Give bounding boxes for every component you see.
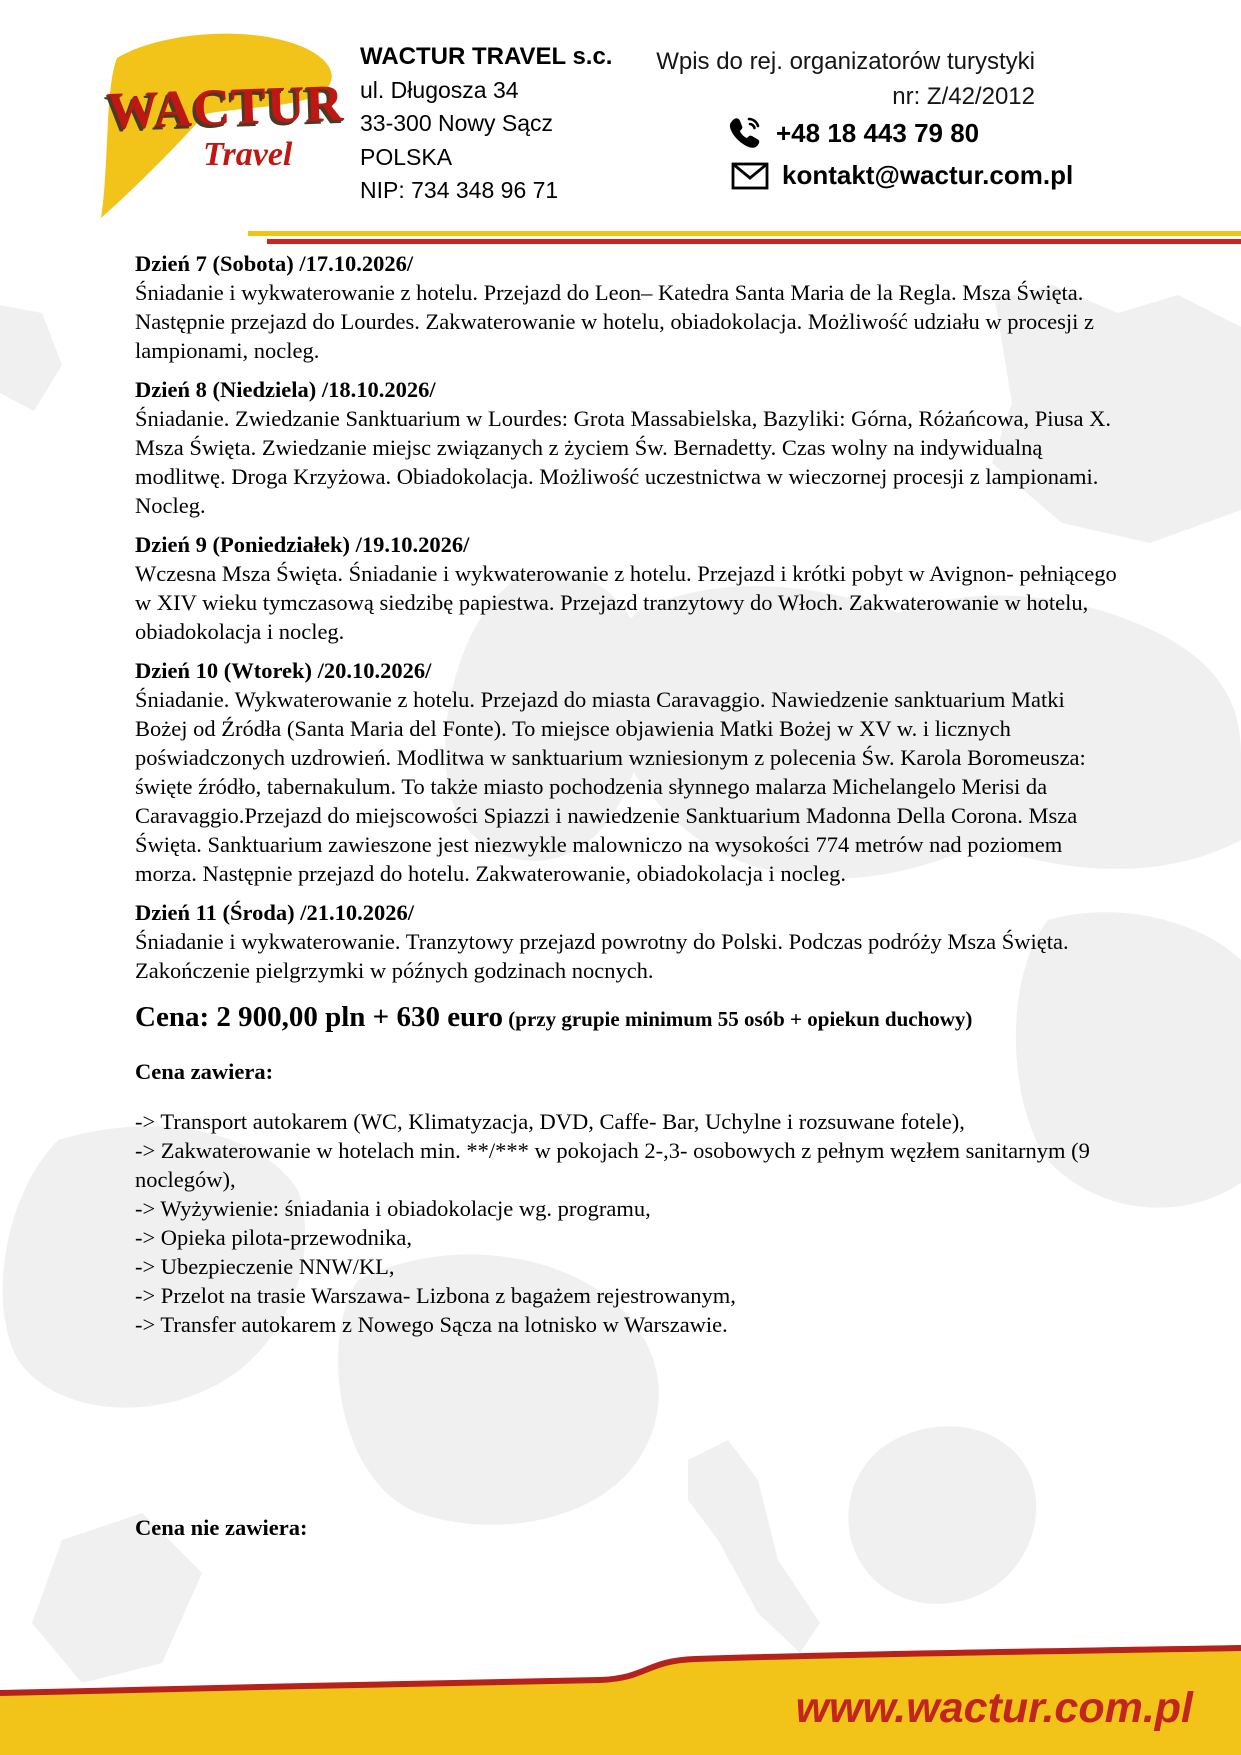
company-name: WACTUR TRAVEL s.c. xyxy=(360,43,613,70)
day-11-description: Śniadanie i wykwaterowanie. Tranzytowy przejazd powrotny do Polski. Podczas podróży Msza Święta. Zakończenie pielgrzymki w późnych godzinach nocnych. xyxy=(135,929,1069,983)
price-includes-heading: Cena zawiera: xyxy=(135,1059,274,1084)
company-country: POLSKA xyxy=(360,143,453,170)
email-address: kontakt@wactur.com.pl xyxy=(782,160,1074,190)
price-includes-item-5: -> Ubezpieczenie NNW/KL, xyxy=(135,1254,395,1279)
price-includes-item-2: -> Zakwaterowanie w hotelach min. **/*** w pokojach 2-,3- osobowych z pełnym węzłem sanitarnym (9 noclegów), xyxy=(135,1138,1090,1192)
registry-line1: Wpis do rej. organizatorów turystyki xyxy=(656,48,1035,75)
day-8-heading: Dzień 8 (Niedziela) /18.10.2026/ xyxy=(135,377,436,402)
company-nip: NIP: 734 348 96 71 xyxy=(360,177,559,203)
footer-website: www.wactur.com.pl xyxy=(795,1684,1193,1732)
company-address-block xyxy=(360,40,612,208)
itinerary-day-10 xyxy=(135,656,1120,888)
footer-band xyxy=(0,1615,1241,1755)
company-street: ul. Długosza 34 xyxy=(360,76,519,103)
day-8-description: Śniadanie. Zwiedzanie Sanktuarium w Lourdes: Grota Massabielska, Bazyliki: Górna, Różańcowa, Piusa X. Msza Święta. Zwiedzanie miejsc związanych z życiem Św. Bernadetty. Czas wolny na indywidualną modlitwę. Droga Krzyżowa. Obiadokolacja. Możliwość uczestnictwa w wieczornej procesji z lampionami. Nocleg. xyxy=(135,406,1112,518)
letterhead xyxy=(0,0,1241,248)
itinerary-day-9 xyxy=(135,530,1120,646)
price-includes-item-6: -> Przelot na trasie Warszawa- Lizbona z bagażem rejestrowanym, xyxy=(135,1283,736,1308)
company-city: 33-300 Nowy Sącz xyxy=(360,110,554,136)
price-note: (przy grupie minimum 55 osób + opiekun duchowy) xyxy=(508,1007,973,1031)
itinerary-day-8 xyxy=(135,375,1120,520)
price-includes-item-4: -> Opieka pilota-przewodnika, xyxy=(135,1225,412,1250)
day-7-heading: Dzień 7 (Sobota) /17.10.2026/ xyxy=(135,251,414,276)
wactur-logo xyxy=(85,26,355,221)
price-includes-item-3: -> Wyżywienie: śniadania i obiadokolacje wg. programu, xyxy=(135,1196,651,1221)
day-9-heading: Dzień 9 (Poniedziałek) /19.10.2026/ xyxy=(135,532,470,557)
email-row xyxy=(731,160,1073,191)
price-excludes-heading: Cena nie zawiera: xyxy=(135,1515,308,1540)
itinerary-content xyxy=(135,249,1120,1542)
header-divider-yellow xyxy=(248,231,1241,236)
day-11-heading: Dzień 11 (Środa) /21.10.2026/ xyxy=(135,900,414,925)
price-includes-item-7: -> Transfer autokarem z Nowego Sącza na lotnisko w Warszawie. xyxy=(135,1312,728,1337)
itinerary-day-7 xyxy=(135,249,1120,365)
registry-line2: nr: Z/42/2012 xyxy=(892,83,1035,110)
price-includes-item-1: -> Transport autokarem (WC, Klimatyzacja, DVD, Caffe- Bar, Uchylne i rozsuwane fotele), xyxy=(135,1109,965,1134)
price-line xyxy=(135,999,1120,1038)
phone-icon xyxy=(727,116,763,150)
phone-number: +48 18 443 79 80 xyxy=(776,117,980,148)
logo-sub-text: Travel xyxy=(203,136,293,173)
day-7-description: Śniadanie i wykwaterowanie z hotelu. Przejazd do Leon– Katedra Santa Maria de la Regla. Msza Święta. Następnie przejazd do Lourdes. Zakwaterowanie w hotelu, obiadokolacja. Możliwość udziału w procesji z lampionami, nocleg. xyxy=(135,280,1095,363)
logo-brand-text: WACTUR xyxy=(106,74,346,141)
phone-row xyxy=(727,116,979,150)
day-10-description: Śniadanie. Wykwaterowanie z hotelu. Przejazd do miasta Caravaggio. Nawiedzenie sanktuarium Matki Bożej od Źródła (Santa Maria del Fonte). To miejsce objawienia Matki Bożej w XV w. i licznych poświadczonych uzdrowień. Modlitwa w sanktuarium wzniesionym z polecenia Św. Karola Boromeusza: święte źródło, tabernakulum. To także miasto pochodzenia słynnego malarza Michelangelo Merisi da Caravaggio.Przejazd do miejscowości Spiazzi i nawiedzenie Sanktuarium Madonna Della Corona. Msza Święta. Sanktuarium zawieszone jest niezwykle malowniczo na wysokości 774 metrów nad poziomem morza. Następnie przejazd do hotelu. Zakwaterowanie, obiadokolacja i nocleg. xyxy=(135,687,1086,886)
tourism-registry-block xyxy=(656,44,1035,114)
itinerary-day-11 xyxy=(135,898,1120,985)
day-9-description: Wczesna Msza Święta. Śniadanie i wykwaterowanie z hotelu. Przejazd i krótki pobyt w Avignon- pełniącego w XIV wieku tymczasową siedzibę papiestwa. Przejazd tranzytowy do Włoch. Zakwaterowanie w hotelu, obiadokolacja i nocleg. xyxy=(135,561,1117,644)
header-divider-red xyxy=(267,239,1241,244)
day-10-heading: Dzień 10 (Wtorek) /20.10.2026/ xyxy=(135,658,432,683)
price-main: Cena: 2 900,00 pln + 630 euro xyxy=(135,1001,504,1033)
mail-icon xyxy=(731,162,769,190)
